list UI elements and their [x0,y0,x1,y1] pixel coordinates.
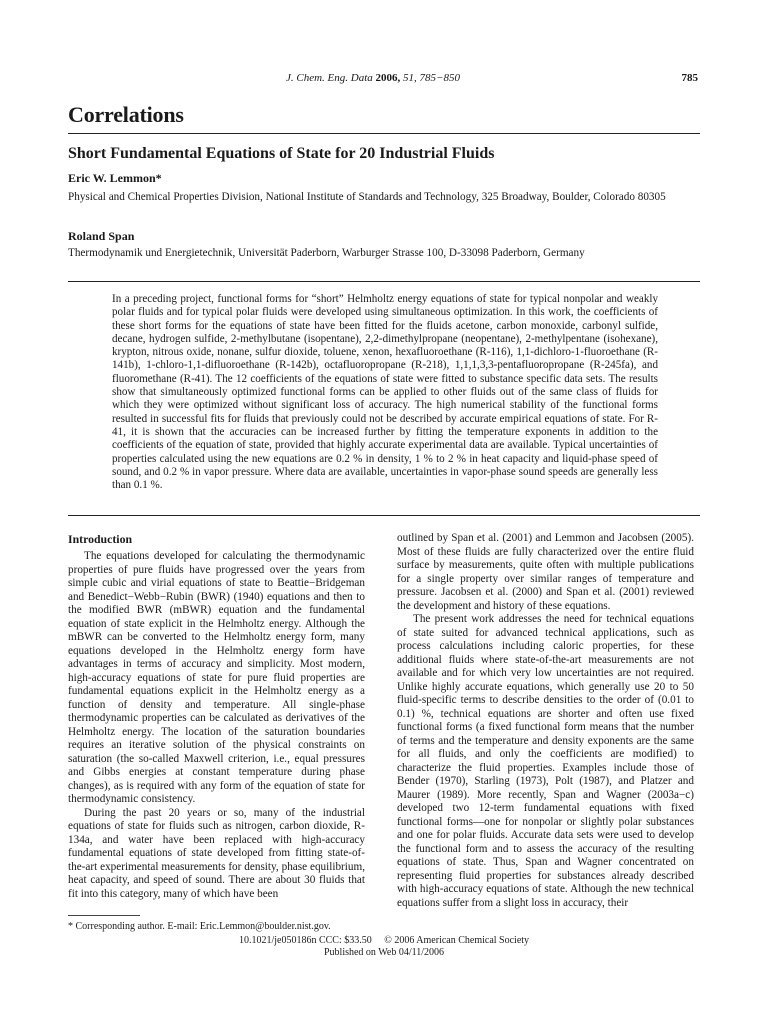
left-column [68,532,365,901]
running-head [286,72,460,84]
right-column [397,532,694,910]
page-number: 785 [681,72,698,84]
paper-title: Short Fundamental Equations of State for 20 Industrial Fluids [68,145,495,162]
banner-rule [68,133,700,134]
publication-info [0,935,768,959]
published-date: Published on Web 04/11/2006 [323,947,445,958]
copyright: © 2006 American Chemical Society [384,935,530,946]
body-paragraph: The equations developed for calculating the thermodynamic properties of pure fluids have progressed over the years from simple cubic and virial equations of state to Beattie−Bridgeman and Benedict−Webb−Rubin (BWR) (1940) equations and then to the modified BWR (mBWR) equation and the fundamental equation of state explicit in the Helmholtz energy. Although the mBWR can be converted to the Helmholtz energy form, many equations developed in the Helmholtz energy form have advantages in terms of accuracy and simplicity. Most modern, high-accuracy equations of state for pure fluid properties are fundamental equations explicit in the Helmholtz energy as a function of density and temperature. All single-phase thermodynamic properties can be calculated as derivatives of the Helmholtz energy. The location of the saturation boundaries requires an iterative solution of the physical constraints on saturation (the so-called Maxwell criterion, i.e., equal pressures and Gibbs energies at constant temperature during phase changes), as is required with any form of the equation of state for thermodynamic consistency. [68,550,365,805]
section-banner: Correlations [68,102,184,127]
body-paragraph: The present work addresses the need for technical equations of state suited for advanced technical applications, such as process calculations including caloric properties, for these additional fluids where state-of-the-art measurements are not available and for which very low uncertainties are not required. Unlike highly accurate equations, which generally use 20 to 50 fluid-specific terms to describe densities to the order of (0.01 to 0.1) %, technical equations are shorter and often use fixed functional forms (a fixed functional form means that the number of terms and the temperature and density exponents are the same for all fluids, and only the coefficients are modified) to characterize the fluid properties. Examples include those of Bender (1970), Starling (1973), Polt (1987), and Platzer and Maurer (1989). More recently, Span and Wagner (2003a−c) developed two 12-term fundamental equations with fixed functional forms—one for nonpolar or slightly polar substances and one for polar fluids. Accurate data sets were used to develop the functional form and to assess the accuracy of the resulting equations of state. Thus, Span and Wagner concentrated on representing fluid properties for substances already described with high-accuracy equations of state. Although the new technical equations suffer from a slight loss in accuracy, their [397,613,694,909]
body-paragraph: During the past 20 years or so, many of the industrial equations of state for fluids such as nitrogen, carbon dioxide, R-134a, and water have been replaced with high-accuracy fundamental equations of state developed from fitting state-of-the-art experimental measurements for density, phase equilibrium, heat capacity, and speed of sound. There are about 30 fluids that fit into this category, many of which have been [68,806,365,900]
author-affiliation: Physical and Chemical Properties Division, National Institute of Standards and Technology, 325 Broadway, Boulder, Colorado 80305 [68,191,666,203]
section-heading-introduction: Introduction [68,532,133,546]
author-name: Roland Span [68,229,135,243]
abstract: In a preceding project, functional forms for “short” Helmholtz energy equations of state for typical nonpolar and weakly polar fluids and for typical polar fluids were developed using simultaneous optimization. In this work, the coefficients of these short forms for the equations of state have been fitted for the fluids acetone, carbon monoxide, carbonyl sulfide, decane, hydrogen sulfide, 2-methylbutane (isopentane), 2,2-dimethylpropane (neopentane), 2-methylpentane (isohexane), krypton, nitrous oxide, nonane, sulfur dioxide, toluene, xenon, hexafluoroethane (R-116), 1,1-dichloro-1-fluoroethane (R-141b), 1-chloro-1,1-difluoroethane (R-142b), octafluoropropane (R-218), 1,1,1,3,3-pentafluoropropane (R-245fa), and fluoromethane (R-41). The 12 coefficients of the equations of state were fitted to substance specific data sets. The results show that simultaneously optimized functional forms can be applied to other fluids out of the same class of fluids for which they were optimized without significant loss of accuracy. The high numerical stability of the functional forms resulted in successful fits for fluids that previously could not be described by accurate empirical equations of state. For R-41, it is shown that the accuracies can be increased further by fitting the temperature exponents in addition to the coefficients of the equation of state, provided that highly accurate experimental data are available. Typical uncertainties of properties calculated using the new equations are 0.2 % in density, 1 % to 2 % in heat capacity and liquid-phase speed of sound, and 0.2 % in vapor pressure. Where data are available, uncertainties in vapor-phase sound speeds are generally less than 0.1 %. [112,293,658,492]
journal-volume: 51, [403,72,417,84]
body-paragraph: outlined by Span et al. (2001) and Lemmon and Jacobsen (2005). Most of these fluids are fully characterized over the entire fluid surface by measurements, quite often with multiple publications for a single property over similar ranges of temperature and pressure. Jacobsen et al. (2000) and Span et al. (2001) reviewed the development and history of these equations. [397,532,694,612]
abstract-top-rule [68,281,700,282]
journal-year: 2006, [375,72,401,84]
abstract-bottom-rule [68,515,700,516]
author-name: Eric W. Lemmon* [68,171,162,185]
footnote-rule [68,915,140,916]
doi-price: 10.1021/je050186n CCC: $33.50 [238,935,372,946]
journal-name: J. Chem. Eng. Data [286,72,373,84]
corresponding-author-footnote: * Corresponding author. E-mail: Eric.Lemmon@boulder.nist.gov. [68,921,331,932]
journal-pages: 785−850 [419,72,460,84]
author-affiliation: Thermodynamik und Energietechnik, Universität Paderborn, Warburger Strasse 100, D-33098 Paderborn, Germany [68,247,585,259]
